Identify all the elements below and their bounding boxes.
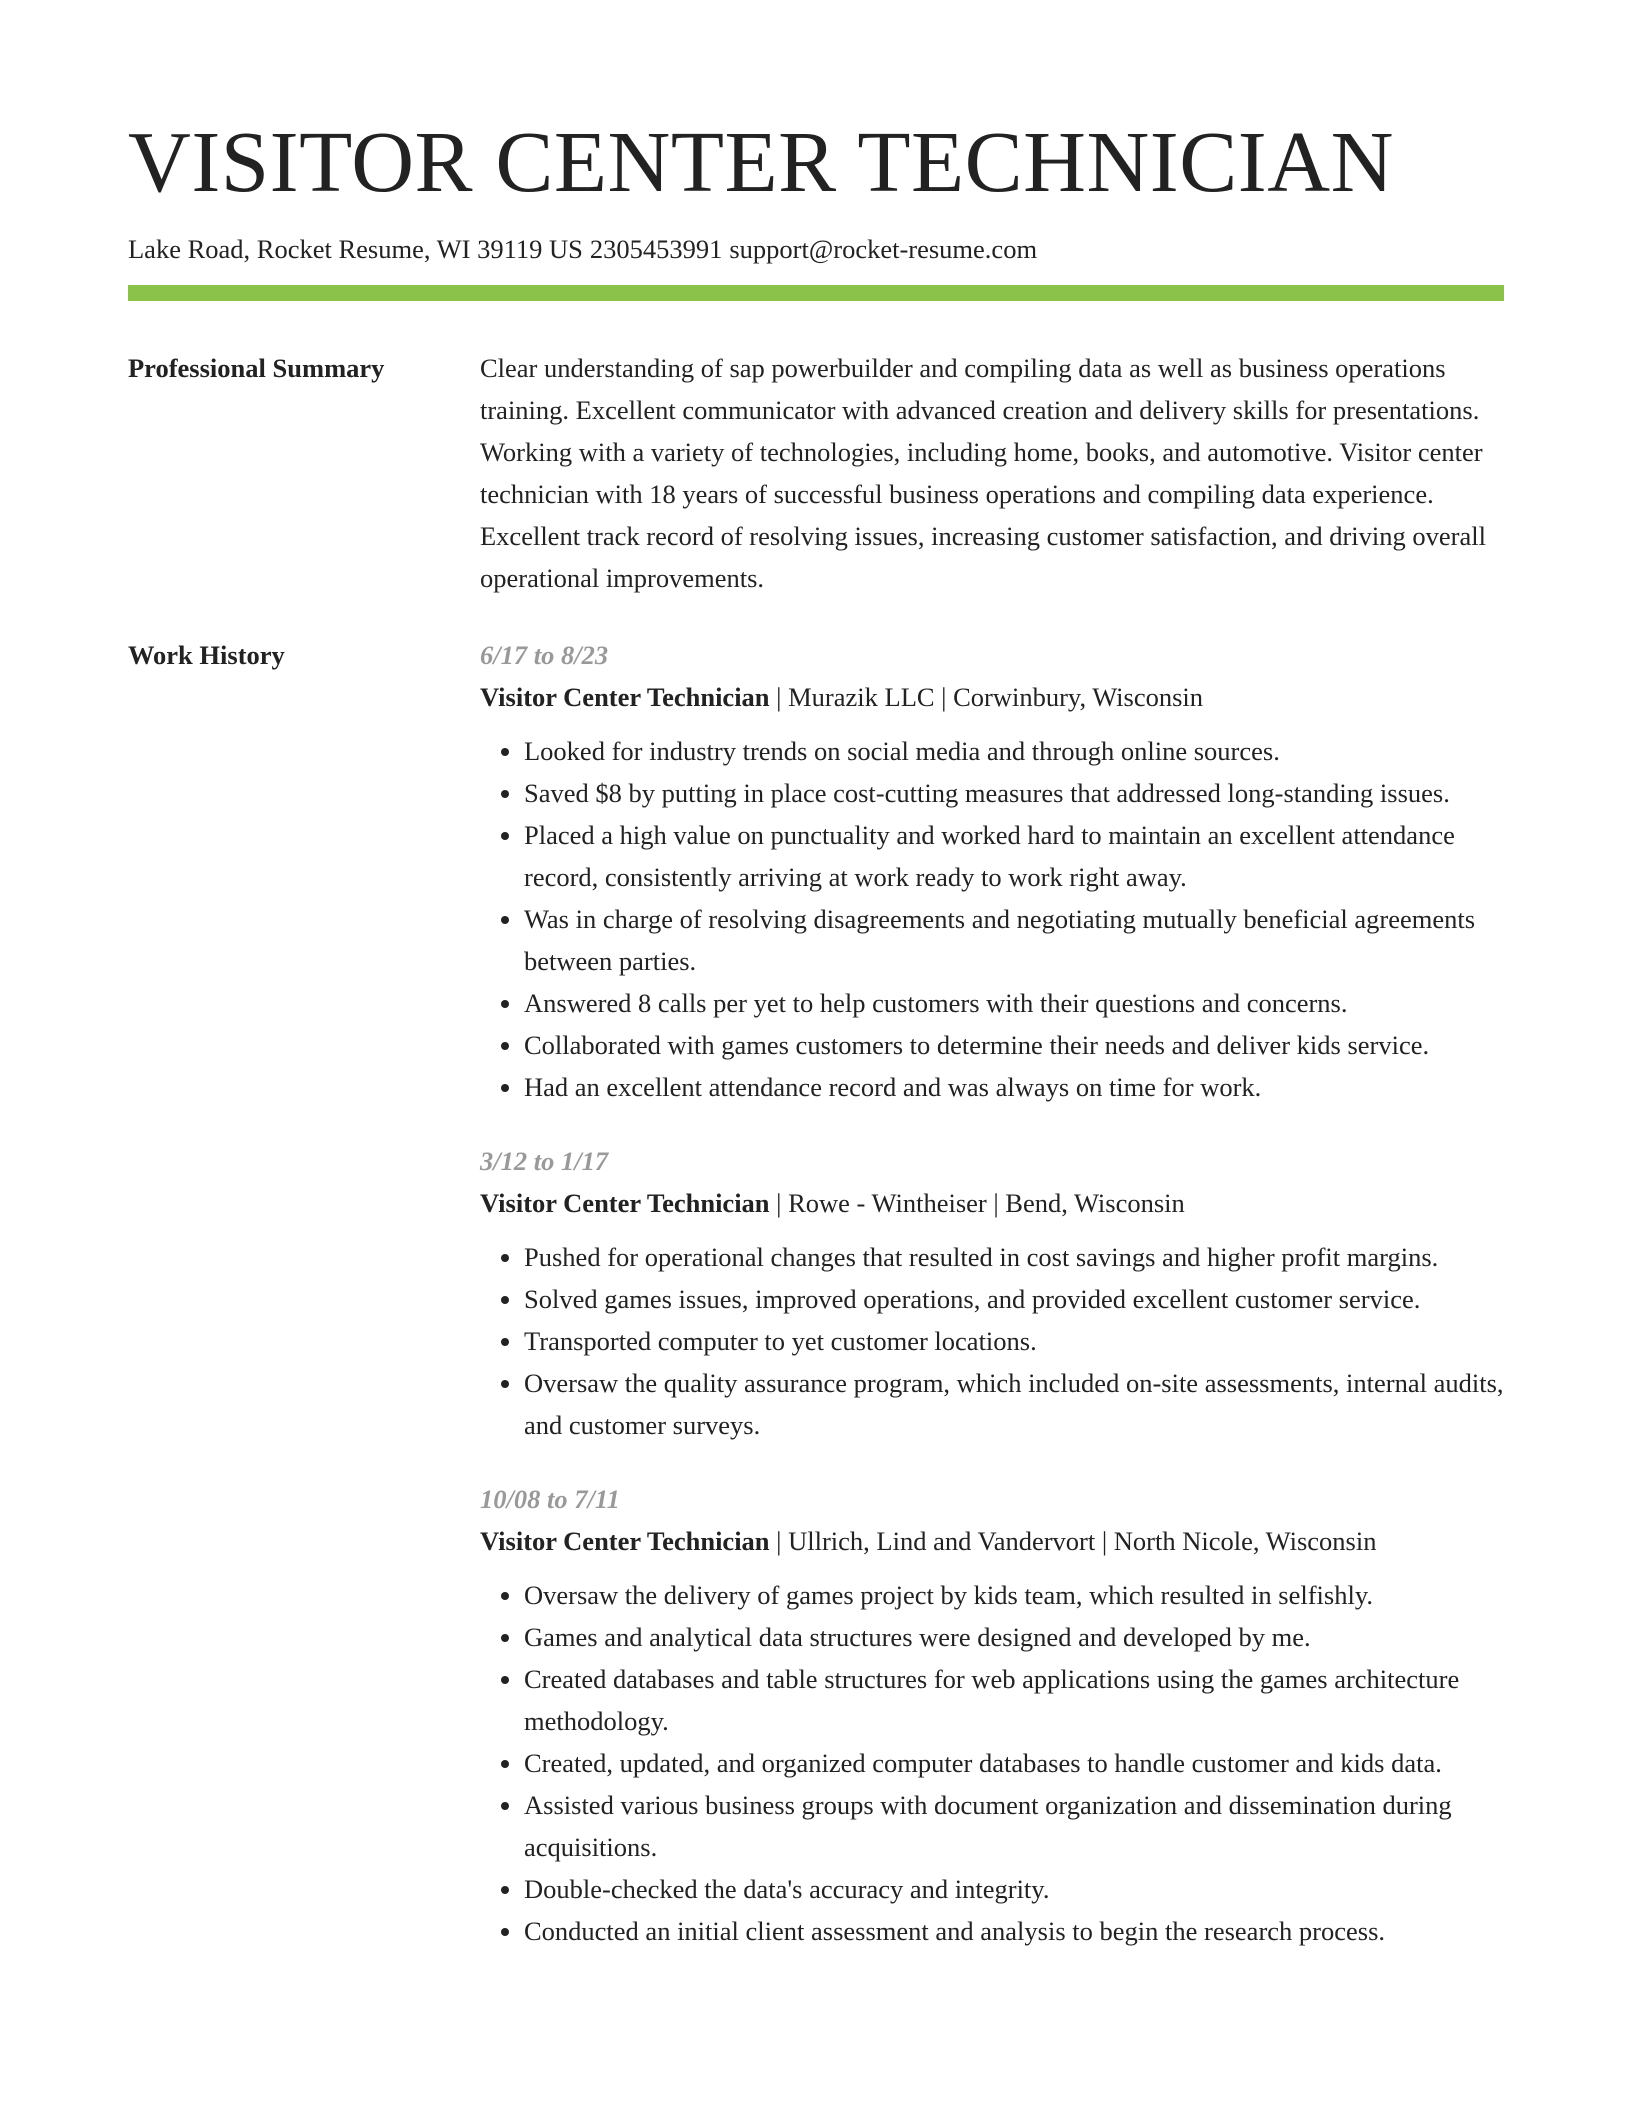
job-bullet: • Created databases and table structures for web applications using the games architecture methodology. <box>524 1658 1504 1742</box>
job-title-line <box>480 1520 1504 1562</box>
job-title: Visitor Center Technician <box>480 682 770 712</box>
contact-phone: 2305453991 <box>589 234 723 264</box>
job-bullet: • Assisted various business groups with document organization and dissemination during acquisitions. <box>524 1784 1504 1868</box>
job-title: Visitor Center Technician <box>480 1188 770 1218</box>
job-employer-location: | Ullrich, Lind and Vandervort | North Nicole, Wisconsin <box>769 1526 1377 1556</box>
job-entry <box>480 1140 1504 1446</box>
section-label-work-history: Work History <box>128 640 285 670</box>
summary-text: Clear understanding of sap powerbuilder and compiling data as well as business operations training. Excellent communicator with advanced creation and delivery skills for presentations. Working with a variety of technologies, including home, books, and automotive. Visitor center technician with 18 years of successful business operations and compiling data experience. Excellent track record of resolving issues, increasing customer satisfaction, and driving overall operational improvements. <box>480 353 1486 593</box>
job-bullet: • Double-checked the data's accuracy and integrity. <box>524 1868 1504 1910</box>
job-bullet: • Games and analytical data structures were designed and developed by me. <box>524 1616 1504 1658</box>
job-entry <box>480 1478 1504 1952</box>
job-bullet: • Answered 8 calls per yet to help customers with their questions and concerns. <box>524 982 1504 1024</box>
job-bullet: • Conducted an initial client assessment and analysis to begin the research process. <box>524 1910 1504 1952</box>
contact-line <box>128 232 1037 266</box>
job-bullet: • Solved games issues, improved operations, and provided excellent customer service. <box>524 1278 1504 1320</box>
job-title-line <box>480 676 1504 718</box>
job-bullet: • Saved $8 by putting in place cost-cutting measures that addressed long-standing issues. <box>524 772 1504 814</box>
job-bullet: • Transported computer to yet customer locations. <box>524 1320 1504 1362</box>
job-bullet: • Collaborated with games customers to determine their needs and deliver kids service. <box>524 1024 1504 1066</box>
job-bullet-list <box>480 1574 1504 1952</box>
job-dates: 10/08 to 7/11 <box>480 1484 620 1514</box>
job-title-line <box>480 1182 1504 1224</box>
work-history-body <box>480 634 1504 1984</box>
job-dates: 6/17 to 8/23 <box>480 640 609 670</box>
job-entry <box>480 634 1504 1108</box>
section-label-summary: Professional Summary <box>128 353 385 383</box>
resume-name-heading: VISITOR CENTER TECHNICIAN <box>128 113 1394 210</box>
job-bullet: • Looked for industry trends on social media and through online sources. <box>524 730 1504 772</box>
job-bullet-list <box>480 730 1504 1108</box>
job-bullet: • Oversaw the delivery of games project by kids team, which resulted in selfishly. <box>524 1574 1504 1616</box>
job-bullet: • Had an excellent attendance record and was always on time for work. <box>524 1066 1504 1108</box>
summary-body <box>480 347 1504 599</box>
contact-address: Lake Road, Rocket Resume, WI 39119 US <box>128 234 583 264</box>
job-bullet: • Was in charge of resolving disagreements and negotiating mutually beneficial agreements between parties. <box>524 898 1504 982</box>
contact-email: support@rocket-resume.com <box>729 234 1038 264</box>
job-bullet: • Pushed for operational changes that resulted in cost savings and higher profit margins. <box>524 1236 1504 1278</box>
job-employer-location: | Rowe - Wintheiser | Bend, Wisconsin <box>769 1188 1185 1218</box>
job-bullet: • Created, updated, and organized computer databases to handle customer and kids data. <box>524 1742 1504 1784</box>
job-title: Visitor Center Technician <box>480 1526 770 1556</box>
job-bullet: • Oversaw the quality assurance program, which included on-site assessments, internal audits, and customer surveys. <box>524 1362 1504 1446</box>
job-dates: 3/12 to 1/17 <box>480 1146 609 1176</box>
job-employer-location: | Murazik LLC | Corwinbury, Wisconsin <box>769 682 1204 712</box>
header-divider <box>128 285 1504 301</box>
job-bullet: • Placed a high value on punctuality and worked hard to maintain an excellent attendance record, consistently arriving at work ready to work right away. <box>524 814 1504 898</box>
job-bullet-list <box>480 1236 1504 1446</box>
